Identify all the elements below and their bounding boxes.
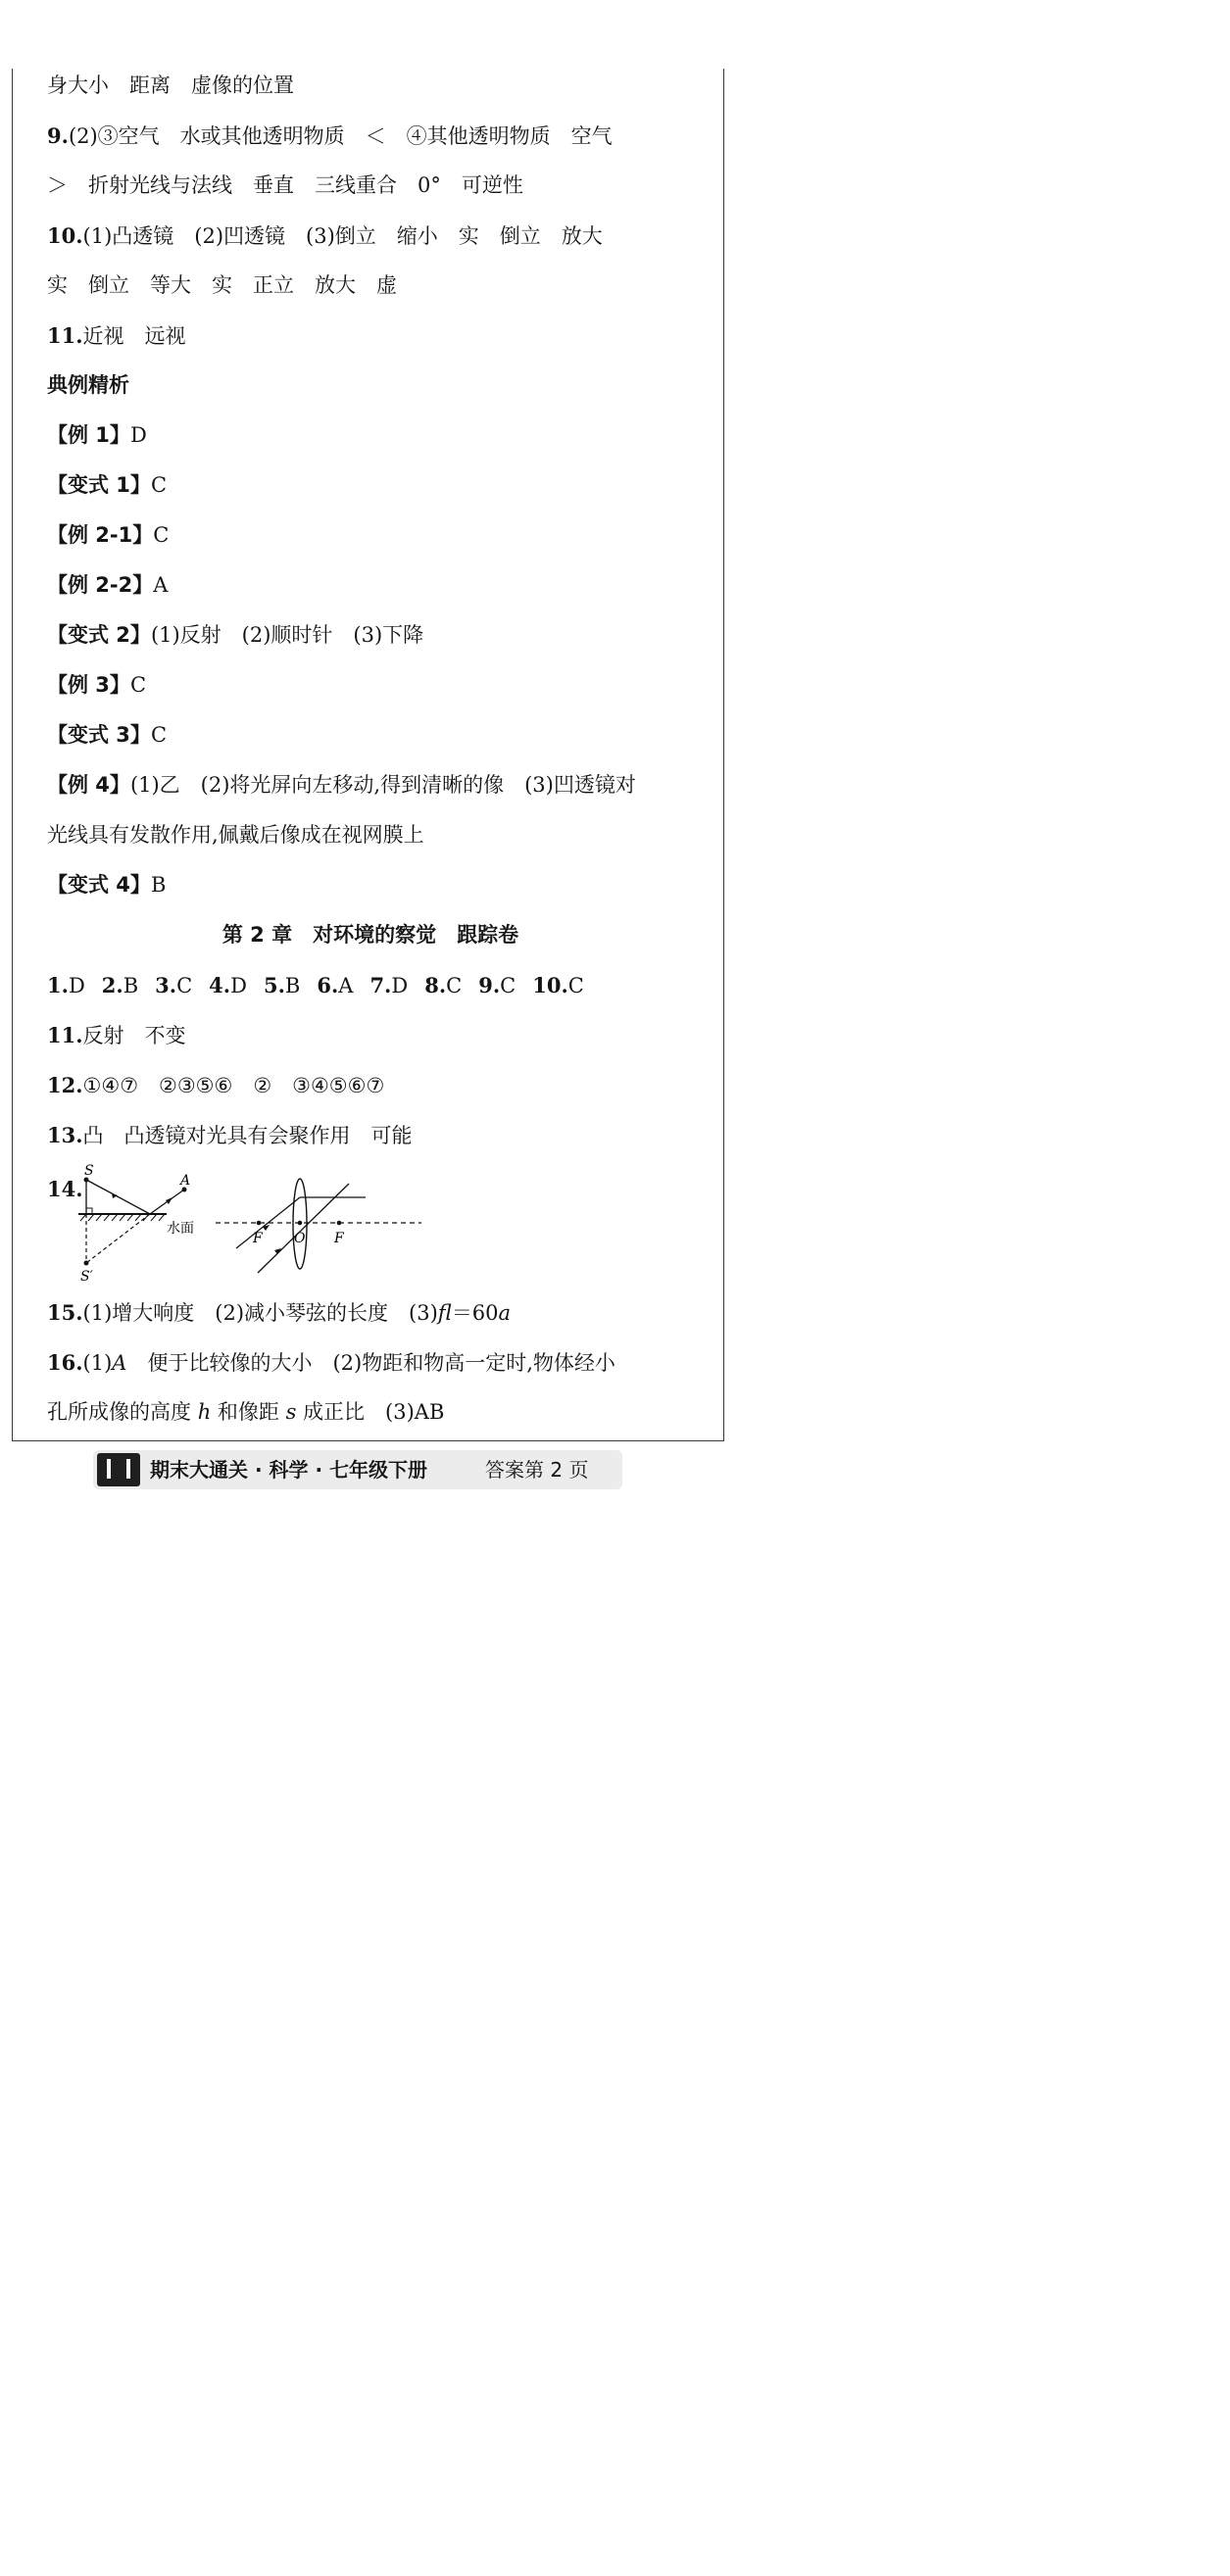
example-text: C <box>150 473 168 497</box>
example-text: (1)乙 (2)将光屏向左移动,得到清晰的像 (3)凹透镜对 <box>129 773 636 797</box>
mc-answer: B <box>284 974 301 997</box>
lens-diagram <box>216 1179 421 1273</box>
answer-content <box>47 61 694 1437</box>
label-water-surface: 水面 <box>167 1221 194 1237</box>
example-tag: 【变式 1】 <box>47 473 151 497</box>
example-tag: 【例 3】 <box>47 673 130 697</box>
example-text: C <box>129 673 147 697</box>
example-text: D <box>129 423 147 447</box>
multiple-choice-answers <box>47 960 694 1010</box>
chapter-heading: 第 2 章 对环境的察觉 跟踪卷 <box>221 923 519 947</box>
reflection-diagram <box>78 1163 194 1285</box>
footer-page-number: 答案第 2 页 <box>485 1458 589 1482</box>
example-answer <box>47 760 694 810</box>
mc-number: 8. <box>424 973 447 997</box>
answer-line-12: 12.①④⑦ ②③⑤⑥ ② ③④⑤⑥⑦ <box>47 1073 385 1097</box>
virtual-ray <box>86 1214 150 1263</box>
mc-answer: D <box>68 974 85 997</box>
mc-number: 3. <box>155 973 177 997</box>
example-answer <box>47 610 694 660</box>
answer-line: ＞ 折射光线与法线 垂直 三线重合 0° 可逆性 <box>47 173 523 197</box>
mc-answer: C <box>446 974 463 997</box>
label-a: A <box>180 1173 191 1189</box>
answer-line: 身大小 距离 虚像的位置 <box>47 73 294 97</box>
example-text: (1)反射 (2)顺时针 (3)下降 <box>150 623 424 647</box>
page-footer <box>93 1450 622 1489</box>
mc-answer: D <box>230 974 247 997</box>
question-number: 14. <box>47 1177 83 1201</box>
example-tag: 【例 2-2】 <box>47 573 154 597</box>
mc-answer: B <box>123 974 139 997</box>
mc-number: 9. <box>478 973 501 997</box>
example-tag: 【例 4】 <box>47 773 130 797</box>
example-text: C <box>153 523 170 547</box>
example-answer <box>47 510 694 560</box>
label-f-right: F <box>334 1231 344 1246</box>
mc-number: 6. <box>317 973 339 997</box>
answer-line: 实 倒立 等大 实 正立 放大 虚 <box>47 273 397 297</box>
right-margin-rule <box>723 69 724 1440</box>
mc-number: 10. <box>532 973 568 997</box>
example-answer <box>47 660 694 710</box>
example-text: 光线具有发散作用,佩戴后像成在视网膜上 <box>47 823 424 847</box>
examples-list <box>47 411 694 910</box>
example-text: A <box>153 573 169 597</box>
mc-number: 4. <box>209 973 231 997</box>
arrow-icon <box>112 1193 118 1198</box>
example-tag: 【变式 3】 <box>47 723 151 747</box>
example-answer <box>47 461 694 510</box>
mc-answer: A <box>338 974 354 997</box>
optics-diagram-row <box>47 1160 694 1288</box>
mc-answer: C <box>500 974 517 997</box>
answer-line-15: 15.(1)增大响度 (2)减小琴弦的长度 (3)fl＝60a <box>47 1300 512 1325</box>
example-answer <box>47 810 694 860</box>
arrow-icon <box>166 1197 172 1204</box>
example-tag: 【变式 4】 <box>47 873 151 897</box>
label-s: S <box>84 1163 94 1179</box>
example-answer <box>47 710 694 760</box>
section-title: 典例精析 <box>47 373 129 397</box>
label-o: O <box>294 1231 306 1246</box>
point-s-prime <box>84 1261 89 1266</box>
optical-center <box>298 1221 303 1226</box>
answer-line-16: 16.(1)A 便于比较像的大小 (2)物距和物高一定时,物体经小 <box>47 1350 615 1375</box>
example-tag: 【例 2-1】 <box>47 523 154 547</box>
answer-line-10: 10.(1)凸透镜 (2)凹透镜 (3)倒立 缩小 实 倒立 放大 <box>47 223 603 248</box>
label-s-prime: S′ <box>80 1269 93 1285</box>
example-text: B <box>150 873 167 897</box>
answer-line: 孔所成像的高度 h 和像距 s 成正比 (3)AB <box>47 1400 445 1424</box>
answer-line-13: 13.凸 凸透镜对光具有会聚作用 可能 <box>47 1123 413 1147</box>
answer-line-11: 11.近视 远视 <box>47 323 186 348</box>
focus-point-right <box>337 1221 342 1226</box>
example-answer <box>47 860 694 910</box>
mc-number: 2. <box>101 973 123 997</box>
incident-ray <box>86 1180 150 1214</box>
optics-diagram <box>47 1160 439 1288</box>
example-answer <box>47 411 694 461</box>
focus-point-left <box>257 1221 262 1226</box>
footer-title: 期末大通关 · 科学 · 七年级下册 <box>150 1458 428 1482</box>
mc-answer: C <box>567 974 584 997</box>
mc-answer: D <box>391 974 409 997</box>
example-tag: 【变式 2】 <box>47 623 151 647</box>
example-text: C <box>150 723 168 747</box>
mc-number: 7. <box>369 973 392 997</box>
mc-number: 1. <box>47 973 69 997</box>
example-tag: 【例 1】 <box>47 423 130 447</box>
bottom-rule <box>12 1440 724 1441</box>
left-margin-rule <box>12 69 13 1440</box>
example-answer <box>47 560 694 610</box>
water-hatching <box>80 1214 165 1221</box>
answer-line-9: 9.(2)③空气 水或其他透明物质 ＜ ④其他透明物质 空气 <box>47 123 613 148</box>
mc-number: 5. <box>263 973 285 997</box>
answer-line-11: 11.反射 不变 <box>47 1023 186 1047</box>
label-f-left: F <box>253 1231 263 1246</box>
book-logo-icon <box>97 1453 140 1486</box>
mc-answer: C <box>176 974 193 997</box>
